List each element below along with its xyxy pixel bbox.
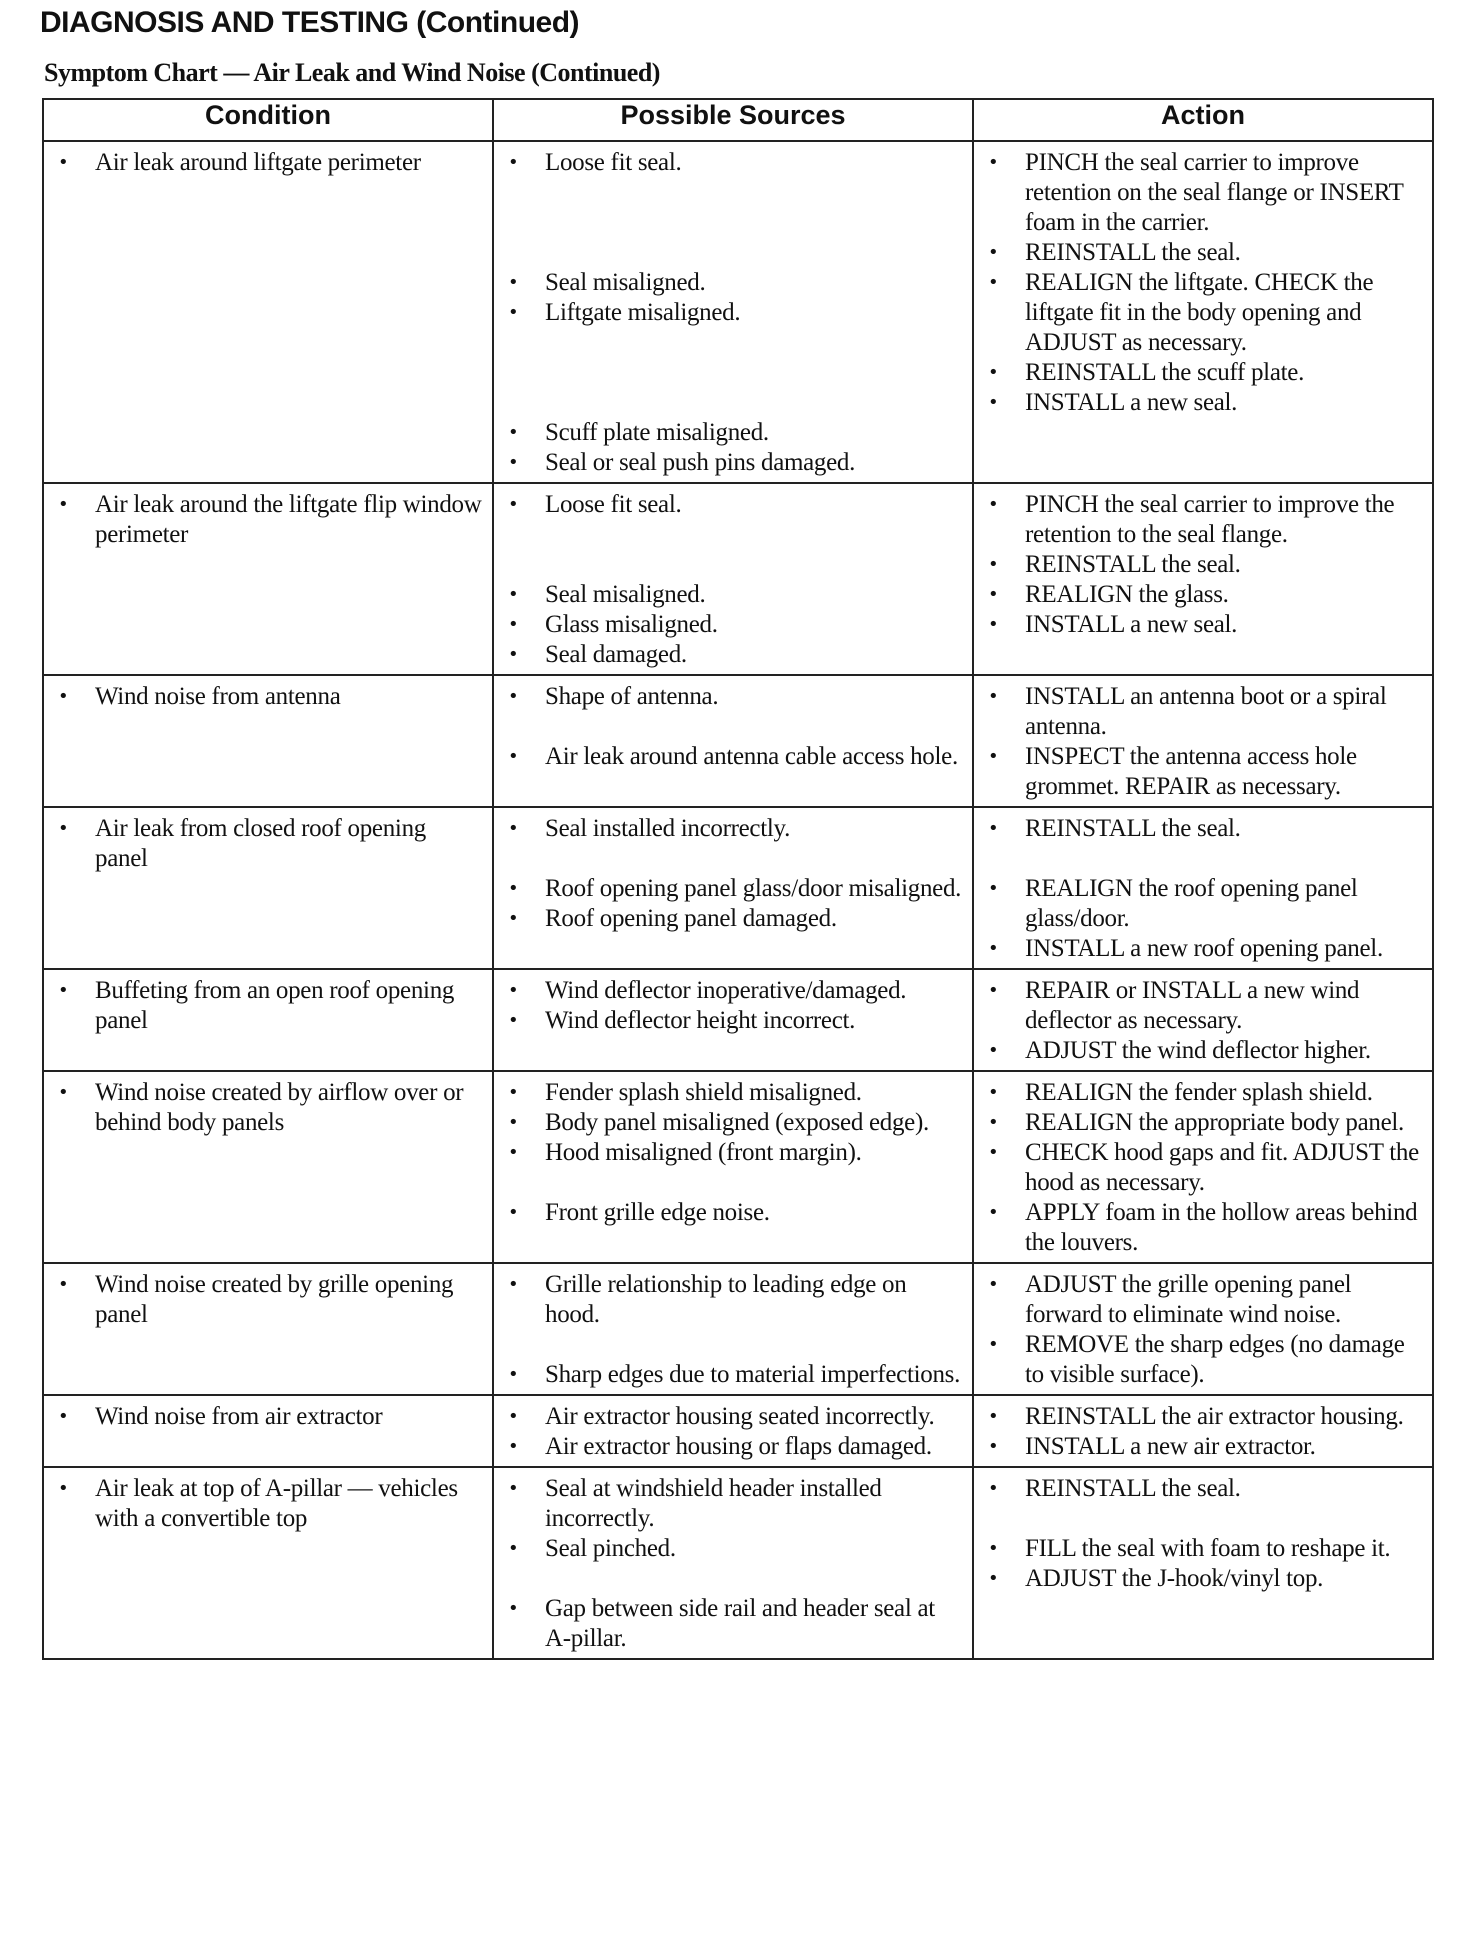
condition-item-text: Air leak around liftgate perimeter [95,149,421,176]
action-cell [973,1263,1433,1395]
source-item [502,490,964,520]
condition-item [52,976,484,1036]
condition-cell [43,1395,493,1467]
source-item [502,874,964,904]
source-item [502,1360,964,1390]
table-row [43,1263,1433,1395]
action-item-text: ADJUST the wind deflector higher. [1025,1037,1371,1064]
condition-cell [43,483,493,675]
spacer [502,550,964,580]
bullet-icon: • [58,1478,69,1499]
action-item [982,1270,1424,1330]
possible-sources-cell [493,1395,973,1467]
table-row [43,1071,1433,1263]
bullet-icon: • [58,494,69,515]
action-item-text: ADJUST the J-hook/vinyl top. [1025,1565,1324,1592]
bullet-icon: • [988,554,999,575]
source-item-text: Scuff plate misaligned. [545,419,769,446]
source-item [502,976,964,1006]
bullet-icon: • [58,686,69,707]
source-item-text: Liftgate misaligned. [545,299,741,326]
action-cell [973,675,1433,807]
source-item-text: Air extractor housing seated incorrectly. [545,1403,935,1430]
bullet-icon: • [988,938,999,959]
spacer [502,358,964,388]
source-item-text: Glass misaligned. [545,611,718,638]
spacer [502,238,964,268]
bullet-icon: • [508,584,519,605]
action-item-text: PINCH the seal carrier to improve retention on the seal flange or INSERT foam in the carrier. [1025,149,1404,236]
source-item-text: Seal misaligned. [545,269,706,296]
possible-sources-cell [493,807,973,969]
possible-sources-cell [493,675,973,807]
possible-sources-cell [493,1263,973,1395]
action-item-text: REALIGN the liftgate. CHECK the liftgate fit in the body opening and ADJUST as necessary. [1025,269,1374,356]
table-row [43,141,1433,483]
spacer [502,178,964,208]
action-cell [973,807,1433,969]
source-item [502,1270,964,1330]
bullet-icon: • [508,272,519,293]
action-item [982,934,1424,964]
action-item-text: INSTALL a new seal. [1025,611,1238,638]
action-item [982,1534,1424,1564]
bullet-icon: • [988,392,999,413]
source-item [502,682,964,712]
action-item [982,1138,1424,1198]
action-item-text: REINSTALL the seal. [1025,551,1241,578]
bullet-icon: • [508,614,519,635]
bullet-icon: • [988,1568,999,1589]
source-item [502,904,964,934]
condition-item [52,1402,484,1432]
bullet-icon: • [988,686,999,707]
condition-cell [43,675,493,807]
action-item-text: REINSTALL the seal. [1025,239,1241,266]
action-item [982,1330,1424,1390]
action-cell [973,1395,1433,1467]
spacer [502,844,964,874]
action-item [982,1402,1424,1432]
condition-item-text: Air leak from closed roof opening panel [95,815,426,872]
source-item [502,1594,964,1654]
action-item-text: INSTALL an antenna boot or a spiral antenna. [1025,683,1387,740]
bullet-icon: • [988,1202,999,1223]
table-row [43,675,1433,807]
source-item [502,1402,964,1432]
bullet-icon: • [988,1334,999,1355]
condition-item-text: Wind noise created by airflow over or behind body panels [95,1079,464,1136]
source-item-text: Body panel misaligned (exposed edge). [545,1109,929,1136]
spacer [982,1504,1424,1534]
bullet-icon: • [508,494,519,515]
spacer [502,1564,964,1594]
bullet-icon: • [58,818,69,839]
source-item [502,448,964,478]
condition-cell [43,807,493,969]
possible-sources-cell [493,1467,973,1659]
table-row [43,969,1433,1071]
table-row [43,1467,1433,1659]
action-item-text: REINSTALL the seal. [1025,1475,1241,1502]
action-item [982,610,1424,640]
action-item-text: REALIGN the glass. [1025,581,1229,608]
condition-item-text: Wind noise from air extractor [95,1403,383,1430]
bullet-icon: • [508,980,519,1001]
source-item [502,1078,964,1108]
page-title: DIAGNOSIS AND TESTING (Continued) [40,6,580,39]
bullet-icon: • [508,1142,519,1163]
action-item-text: FILL the seal with foam to reshape it. [1025,1535,1391,1562]
bullet-icon: • [988,1082,999,1103]
action-cell [973,141,1433,483]
bullet-icon: • [58,1274,69,1295]
source-item-text: Seal misaligned. [545,581,706,608]
source-item [502,1006,964,1036]
bullet-icon: • [508,422,519,443]
bullet-icon: • [988,584,999,605]
action-item-text: PINCH the seal carrier to improve the retention to the seal flange. [1025,491,1395,548]
column-header-possible-sources: Possible Sources [493,99,973,141]
action-item-text: ADJUST the grille opening panel forward to eliminate wind noise. [1025,1271,1352,1328]
action-item [982,682,1424,742]
bullet-icon: • [508,1010,519,1031]
action-cell [973,969,1433,1071]
action-cell [973,1467,1433,1659]
bullet-icon: • [508,152,519,173]
source-item [502,814,964,844]
condition-cell [43,141,493,483]
bullet-icon: • [988,152,999,173]
source-item [502,1534,964,1564]
bullet-icon: • [58,1082,69,1103]
source-item-text: Fender splash shield misaligned. [545,1079,862,1106]
bullet-icon: • [508,818,519,839]
action-item-text: REINSTALL the scuff plate. [1025,359,1305,386]
bullet-icon: • [508,746,519,767]
table-row [43,1395,1433,1467]
source-item [502,742,964,772]
source-item-text: Loose fit seal. [545,491,682,518]
action-item [982,874,1424,934]
bullet-icon: • [508,644,519,665]
action-item [982,388,1424,418]
action-item [982,1108,1424,1138]
source-item-text: Air leak around antenna cable access hole. [545,743,958,770]
source-item [502,1138,964,1168]
condition-item-text: Wind noise from antenna [95,683,341,710]
source-item-text: Shape of antenna. [545,683,719,710]
source-item-text: Wind deflector inoperative/damaged. [545,977,907,1004]
source-item-text: Seal installed incorrectly. [545,815,791,842]
bullet-icon: • [508,1598,519,1619]
spacer [982,844,1424,874]
condition-item [52,682,484,712]
bullet-icon: • [508,1202,519,1223]
action-item [982,490,1424,550]
source-item [502,418,964,448]
bullet-icon: • [508,1406,519,1427]
column-header-action: Action [973,99,1433,141]
spacer [502,328,964,358]
action-item-text: APPLY foam in the hollow areas behind the louvers. [1025,1199,1418,1256]
table-header-row [43,99,1433,141]
bullet-icon: • [508,452,519,473]
action-item-text: INSTALL a new air extractor. [1025,1433,1316,1460]
action-item [982,238,1424,268]
action-item-text: REALIGN the fender splash shield. [1025,1079,1373,1106]
source-item [502,1198,964,1228]
action-item [982,976,1424,1036]
bullet-icon: • [988,1112,999,1133]
source-item-text: Roof opening panel damaged. [545,905,837,932]
possible-sources-cell [493,483,973,675]
source-item-text: Gap between side rail and header seal at A-pillar. [545,1595,935,1652]
condition-item [52,814,484,874]
action-item-text: CHECK hood gaps and fit. ADJUST the hood as necessary. [1025,1139,1419,1196]
bullet-icon: • [988,362,999,383]
source-item [502,1108,964,1138]
action-item [982,1432,1424,1462]
bullet-icon: • [988,818,999,839]
action-cell [973,1071,1433,1263]
spacer [502,1168,964,1198]
action-item [982,742,1424,802]
action-item [982,1036,1424,1066]
action-item [982,1078,1424,1108]
bullet-icon: • [508,908,519,929]
action-item [982,580,1424,610]
bullet-icon: • [508,302,519,323]
source-item-text: Front grille edge noise. [545,1199,770,1226]
action-item-text: REINSTALL the air extractor housing. [1025,1403,1404,1430]
source-item-text: Seal at windshield header installed incorrectly. [545,1475,882,1532]
bullet-icon: • [508,1538,519,1559]
source-item [502,148,964,178]
condition-item-text: Air leak at top of A-pillar — vehicles with a convertible top [95,1475,458,1532]
source-item [502,610,964,640]
bullet-icon: • [988,1538,999,1559]
source-item-text: Seal or seal push pins damaged. [545,449,856,476]
condition-item [52,1078,484,1138]
action-item [982,1474,1424,1504]
bullet-icon: • [988,1142,999,1163]
bullet-icon: • [58,980,69,1001]
action-item [982,1564,1424,1594]
bullet-icon: • [988,242,999,263]
condition-item [52,148,484,178]
bullet-icon: • [58,1406,69,1427]
condition-cell [43,969,493,1071]
bullet-icon: • [988,1478,999,1499]
bullet-icon: • [988,1436,999,1457]
bullet-icon: • [988,980,999,1001]
spacer [502,520,964,550]
bullet-icon: • [988,272,999,293]
bullet-icon: • [508,1364,519,1385]
condition-item-text: Buffeting from an open roof opening panel [95,977,455,1034]
action-item-text: REALIGN the appropriate body panel. [1025,1109,1404,1136]
condition-item-text: Air leak around the liftgate flip window perimeter [95,491,482,548]
bullet-icon: • [508,1082,519,1103]
action-item [982,550,1424,580]
action-item [982,358,1424,388]
action-item-text: REALIGN the roof opening panel glass/door. [1025,875,1358,932]
bullet-icon: • [988,746,999,767]
condition-item [52,1270,484,1330]
condition-cell [43,1071,493,1263]
source-item-text: Roof opening panel glass/door misaligned. [545,875,962,902]
spacer [502,388,964,418]
spacer [502,712,964,742]
action-item-text: REPAIR or INSTALL a new wind deflector as necessary. [1025,977,1360,1034]
action-item [982,814,1424,844]
condition-item [52,490,484,550]
source-item-text: Seal damaged. [545,641,687,668]
action-item-text: INSTALL a new roof opening panel. [1025,935,1383,962]
action-item [982,1198,1424,1258]
source-item-text: Hood misaligned (front margin). [545,1139,862,1166]
source-item [502,640,964,670]
action-item-text: REINSTALL the seal. [1025,815,1241,842]
bullet-icon: • [988,1274,999,1295]
bullet-icon: • [988,1406,999,1427]
possible-sources-cell [493,141,973,483]
possible-sources-cell [493,969,973,1071]
action-item-text: INSPECT the antenna access hole grommet. REPAIR as necessary. [1025,743,1357,800]
condition-cell [43,1263,493,1395]
source-item-text: Air extractor housing or flaps damaged. [545,1433,932,1460]
bullet-icon: • [508,1436,519,1457]
source-item [502,1432,964,1462]
spacer [502,208,964,238]
source-item-text: Grille relationship to leading edge on hood. [545,1271,907,1328]
action-item-text: INSTALL a new seal. [1025,389,1238,416]
source-item-text: Wind deflector height incorrect. [545,1007,856,1034]
bullet-icon: • [508,1478,519,1499]
possible-sources-cell [493,1071,973,1263]
table-body [43,141,1433,1659]
action-item [982,148,1424,238]
bullet-icon: • [988,1040,999,1061]
symptom-table [42,98,1434,1660]
source-item-text: Loose fit seal. [545,149,682,176]
bullet-icon: • [508,686,519,707]
table-row [43,807,1433,969]
table-row [43,483,1433,675]
bullet-icon: • [508,878,519,899]
source-item-text: Seal pinched. [545,1535,676,1562]
condition-cell [43,1467,493,1659]
bullet-icon: • [988,878,999,899]
bullet-icon: • [508,1112,519,1133]
symptom-chart-title: Symptom Chart — Air Leak and Wind Noise (Continued) [44,58,660,87]
action-item-text: REMOVE the sharp edges (no damage to visible surface). [1025,1331,1405,1388]
action-item [982,268,1424,358]
condition-item-text: Wind noise created by grille opening panel [95,1271,454,1328]
spacer [502,1330,964,1360]
bullet-icon: • [508,1274,519,1295]
action-cell [973,483,1433,675]
column-header-condition: Condition [43,99,493,141]
source-item [502,298,964,328]
bullet-icon: • [988,614,999,635]
source-item [502,1474,964,1534]
source-item [502,268,964,298]
source-item-text: Sharp edges due to material imperfections. [545,1361,961,1388]
bullet-icon: • [58,152,69,173]
bullet-icon: • [988,494,999,515]
source-item [502,580,964,610]
condition-item [52,1474,484,1534]
